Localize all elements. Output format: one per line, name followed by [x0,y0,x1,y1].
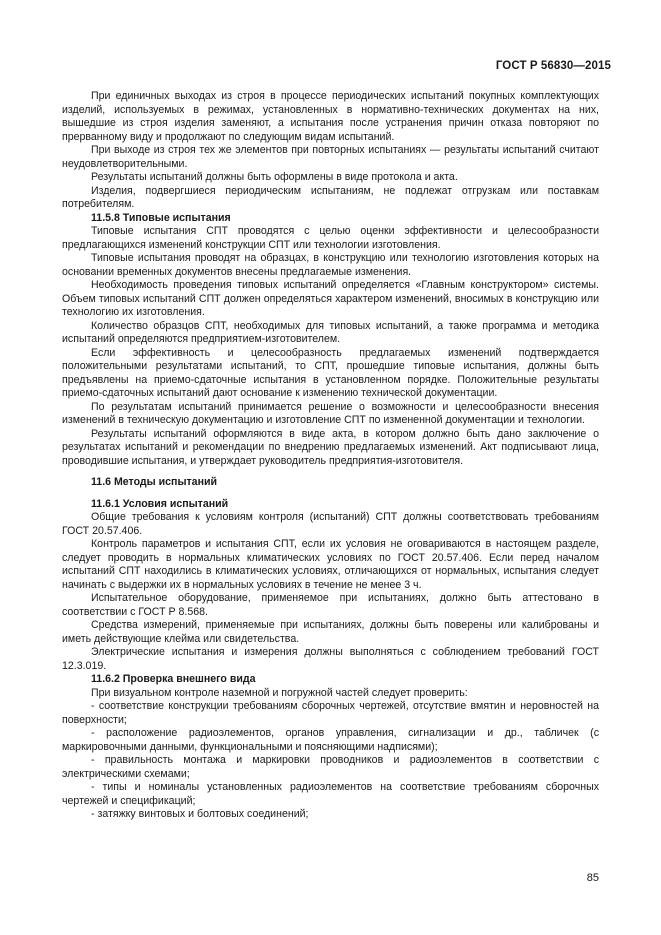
paragraph: Испытательное оборудование, применяемое при испытаниях, должно быть аттестовано в соответствии с ГОСТ Р 8.568. [62,592,599,618]
paragraph: Типовые испытания СПТ проводятся с целью оценки эффективности и целесообразности предлагающихся изменений конструкции СПТ или технологии изготовления. [62,225,599,251]
paragraph: Контроль параметров и испытания СПТ, если их условия не оговариваются в настоящем разделе, следует проводить в нормальных климатических условиях по ГОСТ 20.57.406. Если перед началом испытаний СПТ находились в климатических условиях, отличающихся от нормальных, испытания следует начинать с выдержки их в нормальных условиях в течение не менее 3 ч. [62,538,599,591]
paragraph: Если эффективность и целесообразность предлагаемых изменений подтверждается положительными результатами испытаний, то СПТ, прошедшие типовые испытания, должны быть предъявлены на приемо-сдаточные испытания в установленном порядке. Положительные результаты приемо-сдаточных испытаний дают основание к изменению технической документации. [62,346,599,399]
paragraph: По результатам испытаний принимается решение о возможности и целесообразности внесения изменений в техническую документацию и изготовление СПТ по измененной документации и технологии. [62,400,599,426]
list-item: - затяжку винтовых и болтовых соединений; [91,808,309,820]
paragraph: При единичных выходах из строя в процессе периодических испытаний покупных комплектующих изделий, используемых в режимах, установленных в нормативно-технических документах на них, вышедшие из строя изделия заменяют, а испытания после устранения причин отказа повторяют по прерванному виду и продолжают по следующим видам испытаний. [62,90,599,143]
section-heading-11-6: 11.6 Методы испытаний [91,476,218,488]
document-code: ГОСТ Р 56830—2015 [495,60,611,72]
document-body [62,90,599,822]
paragraph: При визуальном контроле наземной и погружной частей следует проверить: [91,686,468,699]
list-item: - соответствие конструкции требованиям сборочных чертежей, отсутствие вмятин и неровностей на поверхности; [62,700,599,726]
paragraph: Типовые испытания проводят на образцах, в конструкцию или технологию изготовления которых на основании временных документов внесены предлагаемые изменения. [62,252,599,278]
list-item: - типы и номиналы установленных радиоэлементов на соответствие требованиям сборочных чертежей и спецификаций; [62,781,599,807]
paragraph: Результаты испытаний оформляются в виде акта, в котором должно быть дано заключение о результатах испытаний и рекомендации по внедрению предлагаемых изменений. Акт подписывают лица, проводившие испытания, и утверждает руководитель предприятия-изготовителя. [62,427,599,467]
paragraph: Изделия, подвергшиеся периодическим испытаниям, не подлежат отгрузкам или поставкам потребителям. [62,184,599,210]
list-item: - расположение радиоэлементов, органов управления, сигнализации и др., табличек (с маркировочными данными, функциональными и поясняющими надписями); [62,727,599,753]
paragraph: Электрические испытания и измерения должны выполняться с соблюдением требований ГОСТ 12.3.019. [62,646,599,672]
paragraph: Средства измерений, применяемые при испытаниях, должны быть поверены или калиброваны и иметь действующие клейма или свидетельства. [62,619,599,645]
list-item: - правильность монтажа и маркировки проводников и радиоэлементов в соответствии с электрическими схемами; [62,754,599,780]
section-heading-11-5-8: 11.5.8 Типовые испытания [91,211,231,224]
paragraph: При выходе из строя тех же элементов при повторных испытаниях — результаты испытаний считают неудовлетворительными. [62,144,599,170]
section-heading-11-6-1: 11.6.1 Условия испытаний [91,497,229,510]
paragraph: Количество образцов СПТ, необходимых для типовых испытаний, а также программа и методика испытаний определяются предприятием-изготовителем. [62,319,599,345]
paragraph: Необходимость проведения типовых испытаний определяется «Главным конструктором» системы. Объем типовых испытаний СПТ должен определяться характером изменений, вносимых в конструкцию или технологию их изготовления. [62,279,599,318]
section-heading-11-6-2: 11.6.2 Проверка внешнего вида [91,673,256,685]
paragraph: Результаты испытаний должны быть оформлены в виде протокола и акта. [91,171,458,183]
paragraph: Общие требования к условиям контроля (испытаний) СПТ должны соответствовать требованиям ГОСТ 20.57.406. [62,511,599,537]
page-number: 85 [586,872,599,884]
